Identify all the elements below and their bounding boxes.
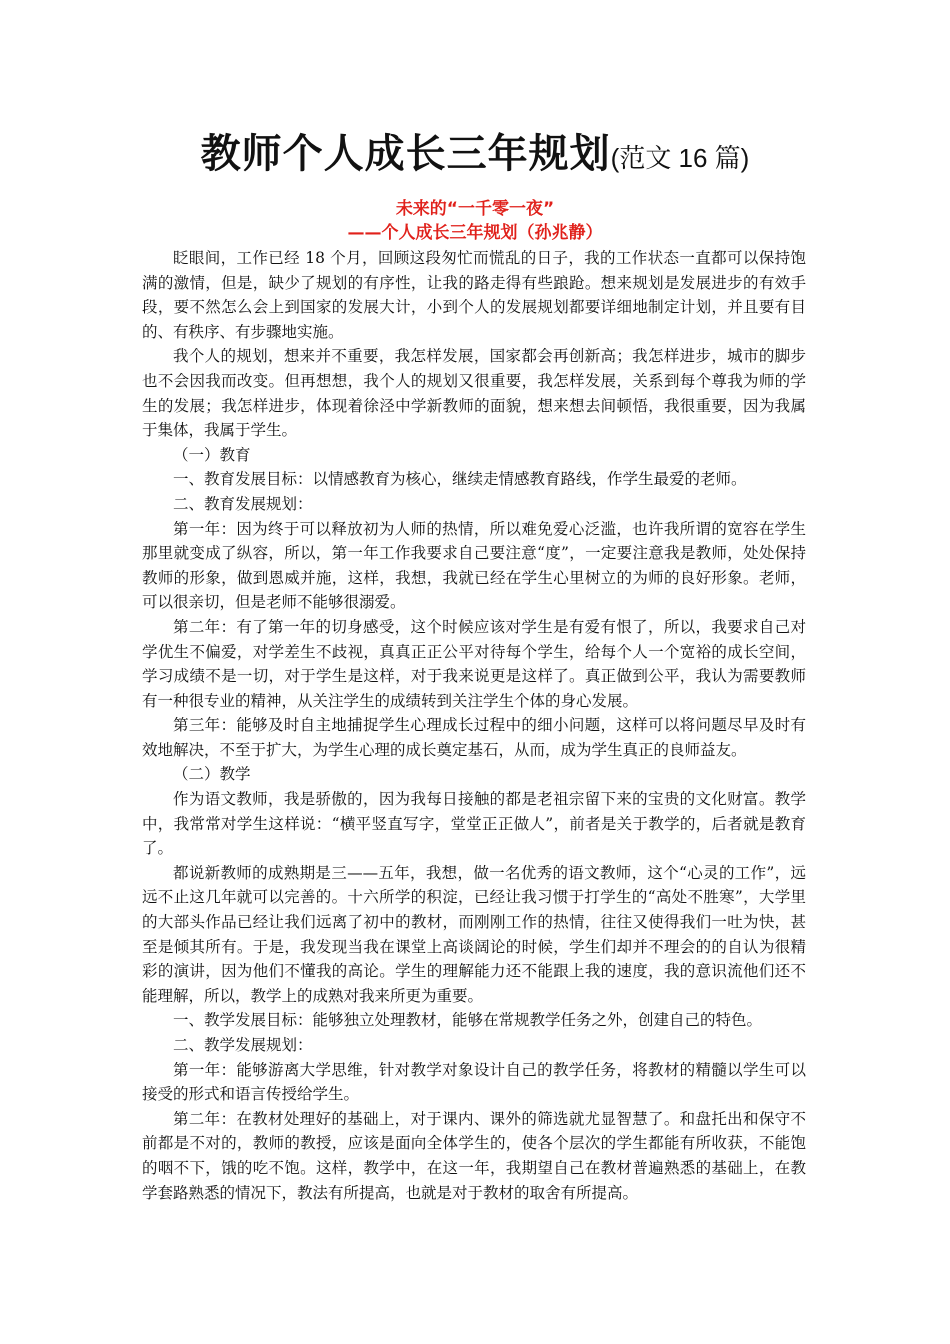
paragraph: 一、教学发展目标：能够独立处理教材，能够在常规教学任务之外，创建自己的特色。	[173, 1011, 763, 1030]
paragraph: 第二年：有了第一年的切身感受，这个时候应该对学生是有爱有恨了，所以，我要求自己对学优生不偏爱，对学差生不歧视，真真正正公平对待每个学生，给每个人一个宽裕的成长空间，学习成绩不是一切，对于学生是这样，对于我来说更是这样了。真正做到公平，我认为需要教师有一种很专业的精神，从关注学生的成绩转到关注学生个体的身心发展。	[142, 617, 806, 710]
section-heading-line1: 未来的“一千零一夜”	[395, 199, 555, 219]
title-main: 教师个人成长三年规划	[200, 131, 611, 177]
paragraph: 二、教学发展规划：	[173, 1036, 313, 1054]
paragraph: 第二年：在教材处理好的基础上，对于课内、课外的筛选就尤显智慧了。和盘托出和保守不前都是不对的，教师的教授，应该是面向全体学生的，使各个层次的学生都能有所收获，不能饱的咽不下，饿的吃不饱。这样，教学中，在这一年，我期望自己在教材普遍熟悉的基础上，在教学套路熟悉的情况下，教法有所提高，也就是对于教材的取舍有所提高。	[142, 1109, 806, 1202]
paragraph: 一、教育发展目标：以情感教育为核心，继续走情感教育路线，作学生最爱的老师。	[173, 470, 747, 489]
paragraph: 我个人的规划，想来并不重要，我怎样发展，国家都会再创新高；我怎样进步，城市的脚步也不会因我而改变。但再想想，我个人的规划又很重要，我怎样发展，关系到每个尊我为师的学生的发展；我怎样进步，体现着徐泾中学新教师的面貌，想来想去间顿悟，我很重要，因为我属于集体，我属于学生。	[142, 347, 806, 440]
section-heading-line2: ——个人成长三年规划（孙兆静）	[347, 223, 603, 243]
paragraph: 第一年：能够游离大学思维，针对教学对象设计自己的教学任务，将教材的精髓以学生可以接受的形式和语言传授给学生。	[142, 1060, 806, 1104]
section-label-education: （一）教育	[173, 445, 251, 464]
title-sub: (范文 16 篇)	[610, 143, 750, 173]
paragraph: 眨眼间，工作已经 18 个月，回顾这段匆忙而慌乱的日子，我的工作状态一直都可以保持饱满的激情，但是，缺少了规划的有序性，让我的路走得有些踉跄。想来规划是发展进步的有效手段，要不然怎么会上到国家的发展大计，小到个人的发展规划都要详细地制定计划，并且要有目的、有秩序、有步骤地实施。	[142, 249, 806, 341]
paragraph: 二、教育发展规划：	[173, 494, 313, 513]
section-label-teaching: （二）教学	[173, 765, 251, 784]
paragraph: 作为语文教师，我是骄傲的，因为我每日接触的都是老祖宗留下来的宝贵的文化财富。教学中，我常常对学生这样说：“横平竖直写字，堂堂正正做人”，前者是关于教学的，后者就是教育了。	[142, 790, 806, 858]
paragraph: 都说新教师的成熟期是三——五年，我想，做一名优秀的语文教师，这个“心灵的工作”，远远不止这几年就可以完善的。十六所学的积淀，已经让我习惯于打学生的“高处不胜寒”，大学里的大部头作品已经让我们远离了初中的教材，而刚刚工作的热情，往往又使得我们一吐为快，甚至是倾其所有。于是，我发现当我在课堂上高谈阔论的时候，学生们却并不理会的的自认为很精彩的演讲，因为他们不懂我的高论。学生的理解能力还不能跟上我的速度，我的意识流他们还不能理解，所以，教学上的成熟对我来所更为重要。	[142, 863, 806, 1005]
paragraph: 第一年：因为终于可以释放初为人师的热情，所以难免爱心泛滥，也许我所谓的宽容在学生那里就变成了纵容，所以，第一年工作我要求自己要注意“度”，一定要注意我是教师，处处保持教师的形象，做到恩威并施，这样，我想，我就已经在学生心里树立的为师的良好形象。老师，可以很亲切，但是老师不能够很溺爱。	[142, 519, 806, 612]
document-title	[0, 122, 950, 179]
paragraph: 第三年：能够及时自主地捕捉学生心理成长过程中的细小问题，这样可以将问题尽早及时有效地解决，不至于扩大，为学生心理的成长奠定基石，从而，成为学生真正的良师益友。	[142, 716, 806, 759]
document-body	[142, 246, 806, 1205]
